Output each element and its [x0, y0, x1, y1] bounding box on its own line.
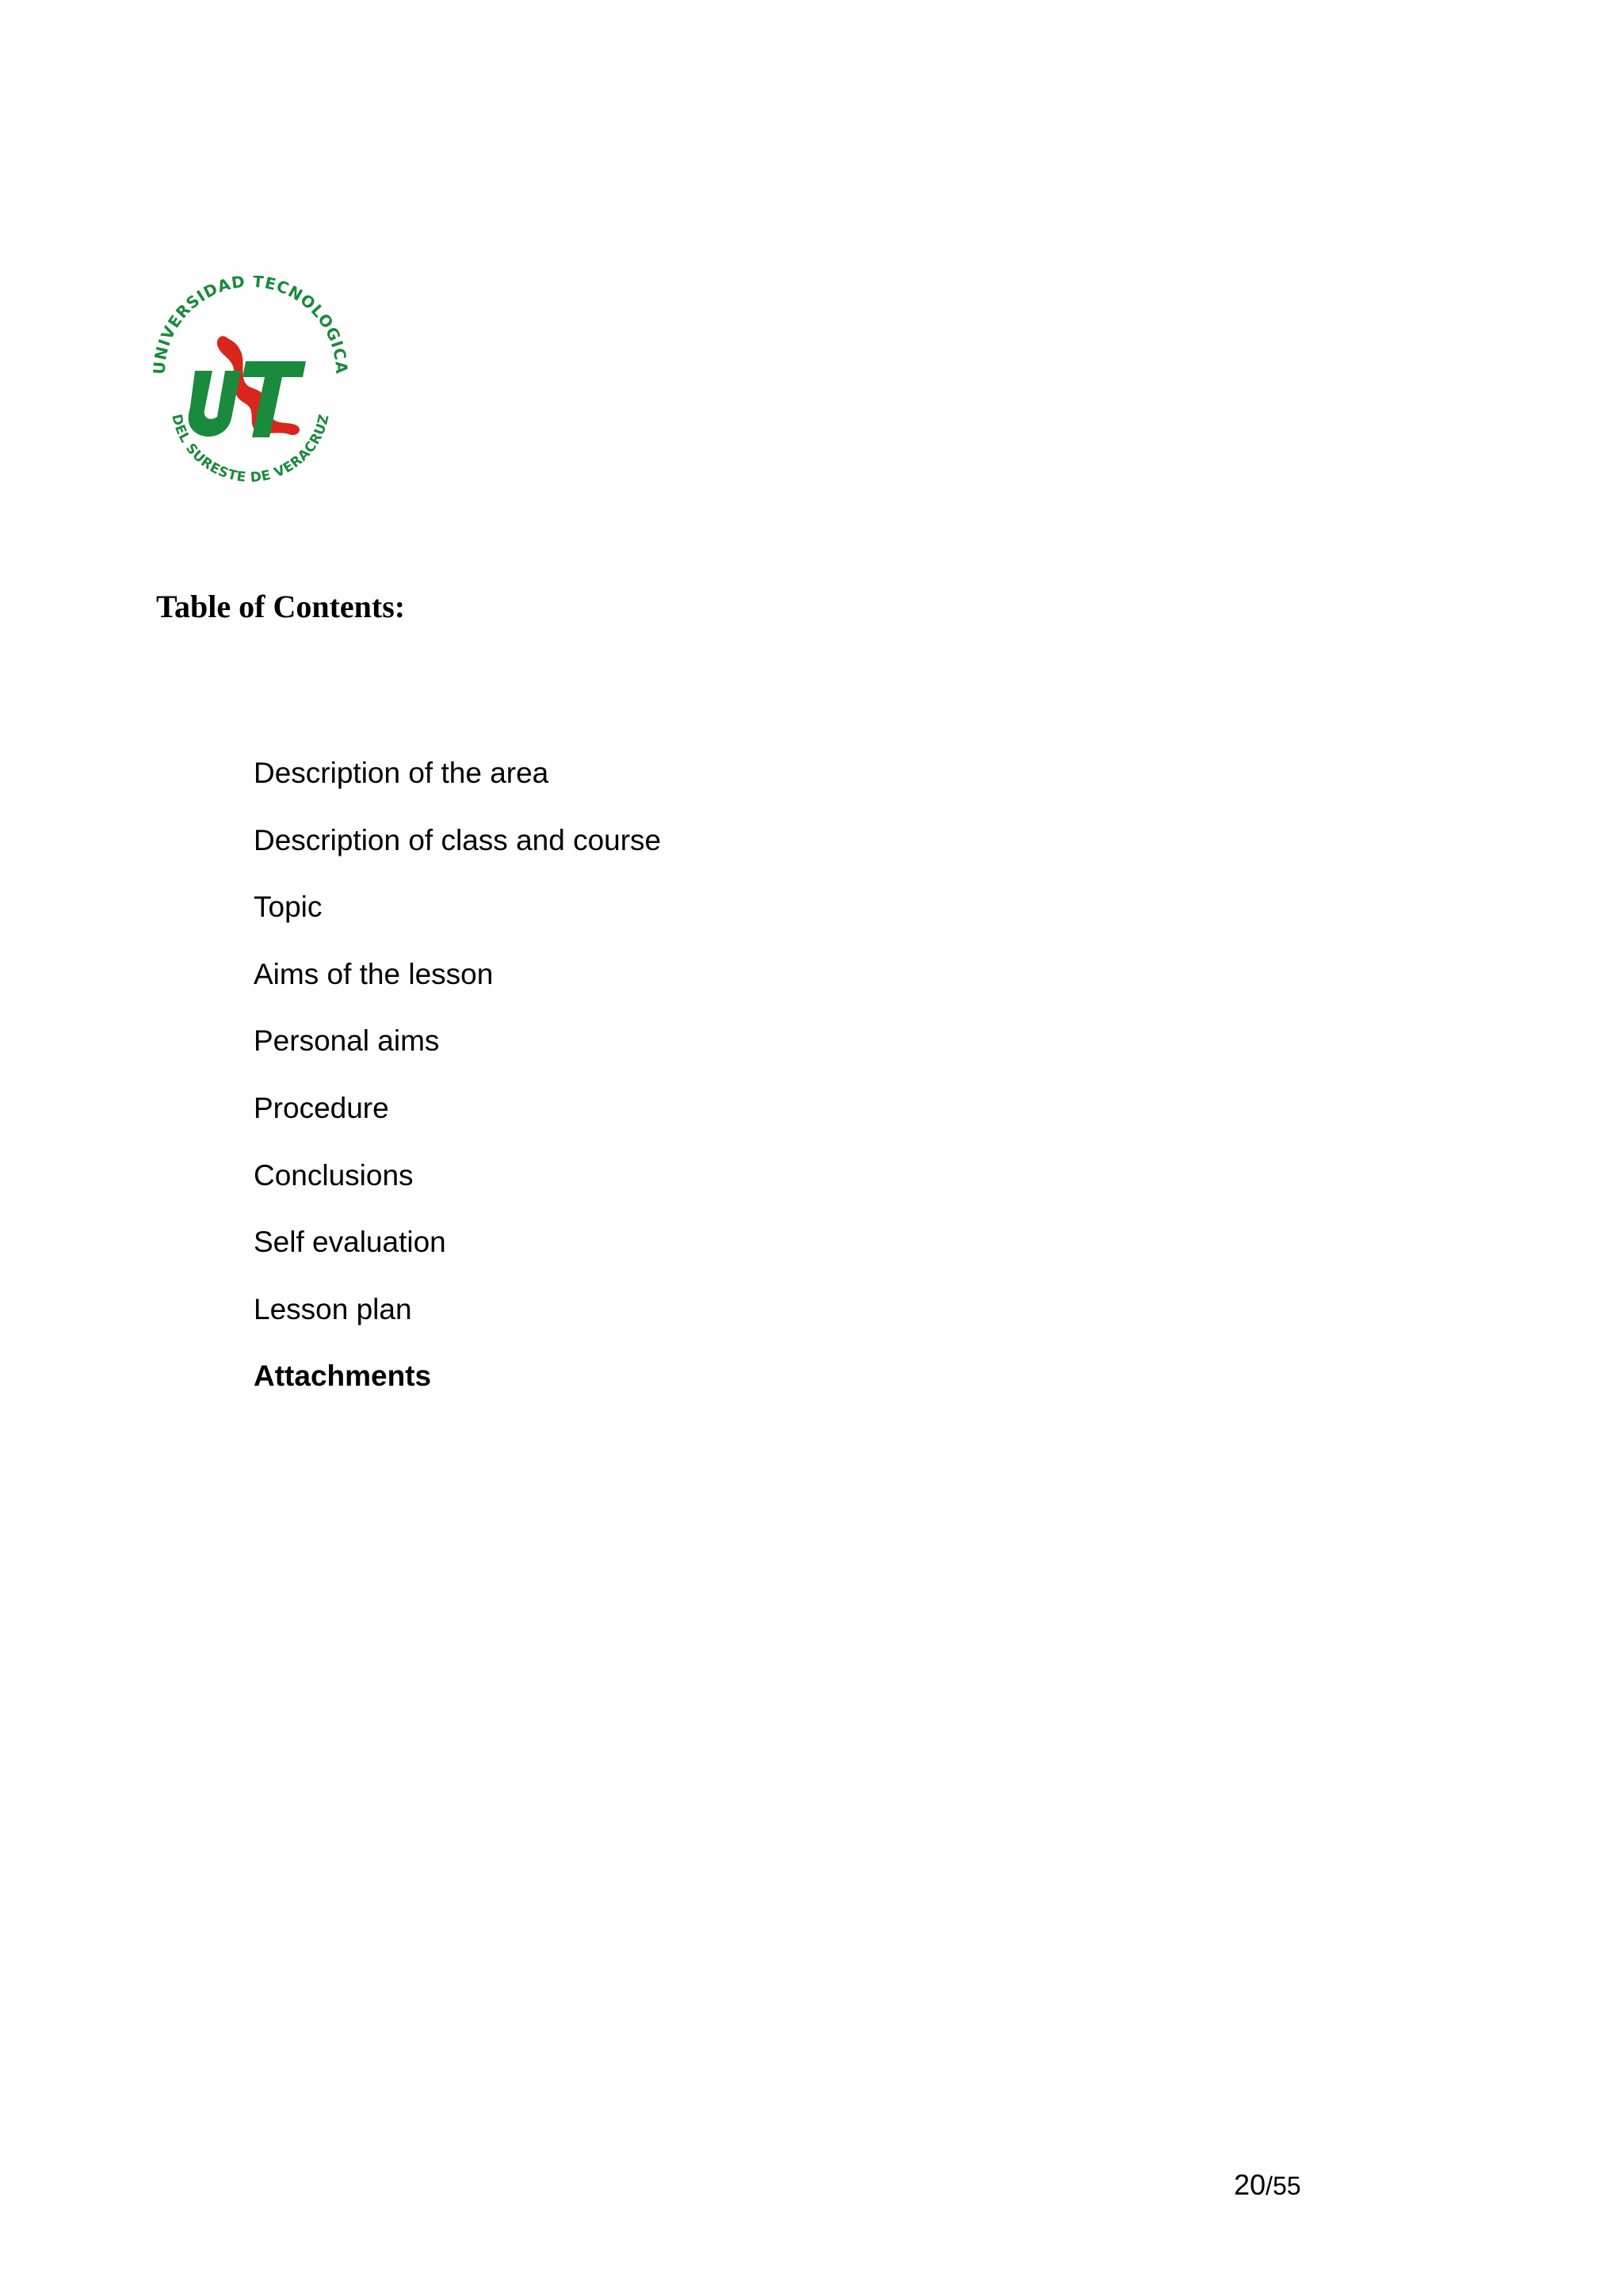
toc-item: Self evaluation [254, 1226, 446, 1259]
page-number-current: 20 [1234, 2168, 1266, 2201]
svg-text:UNIVERSIDAD TECNOLOGICA [150, 276, 352, 375]
toc-item: Description of the area [254, 757, 549, 789]
toc-item: Description of class and course [254, 823, 662, 856]
page-number-total: /55 [1266, 2172, 1301, 2200]
university-logo [147, 276, 353, 482]
toc-list [254, 756, 661, 1426]
toc-title: Table of Contents: [156, 589, 406, 624]
toc-item-attachments: Attachments [254, 1360, 432, 1393]
logo-green-monogram [189, 371, 241, 437]
toc-item: Aims of the lesson [254, 957, 494, 990]
toc-item: Lesson plan [254, 1292, 412, 1325]
toc-item: Topic [254, 891, 323, 924]
page-number [1234, 2169, 1301, 2207]
toc-item: Conclusions [254, 1158, 414, 1192]
toc-item: Procedure [254, 1091, 389, 1124]
logo-text-top: UNIVERSIDAD TECNOLOGICA [149, 276, 352, 376]
toc-item: Personal aims [254, 1024, 440, 1058]
logo-text-bottom: DEL SURESTE DE VERACRUZ [168, 412, 333, 482]
